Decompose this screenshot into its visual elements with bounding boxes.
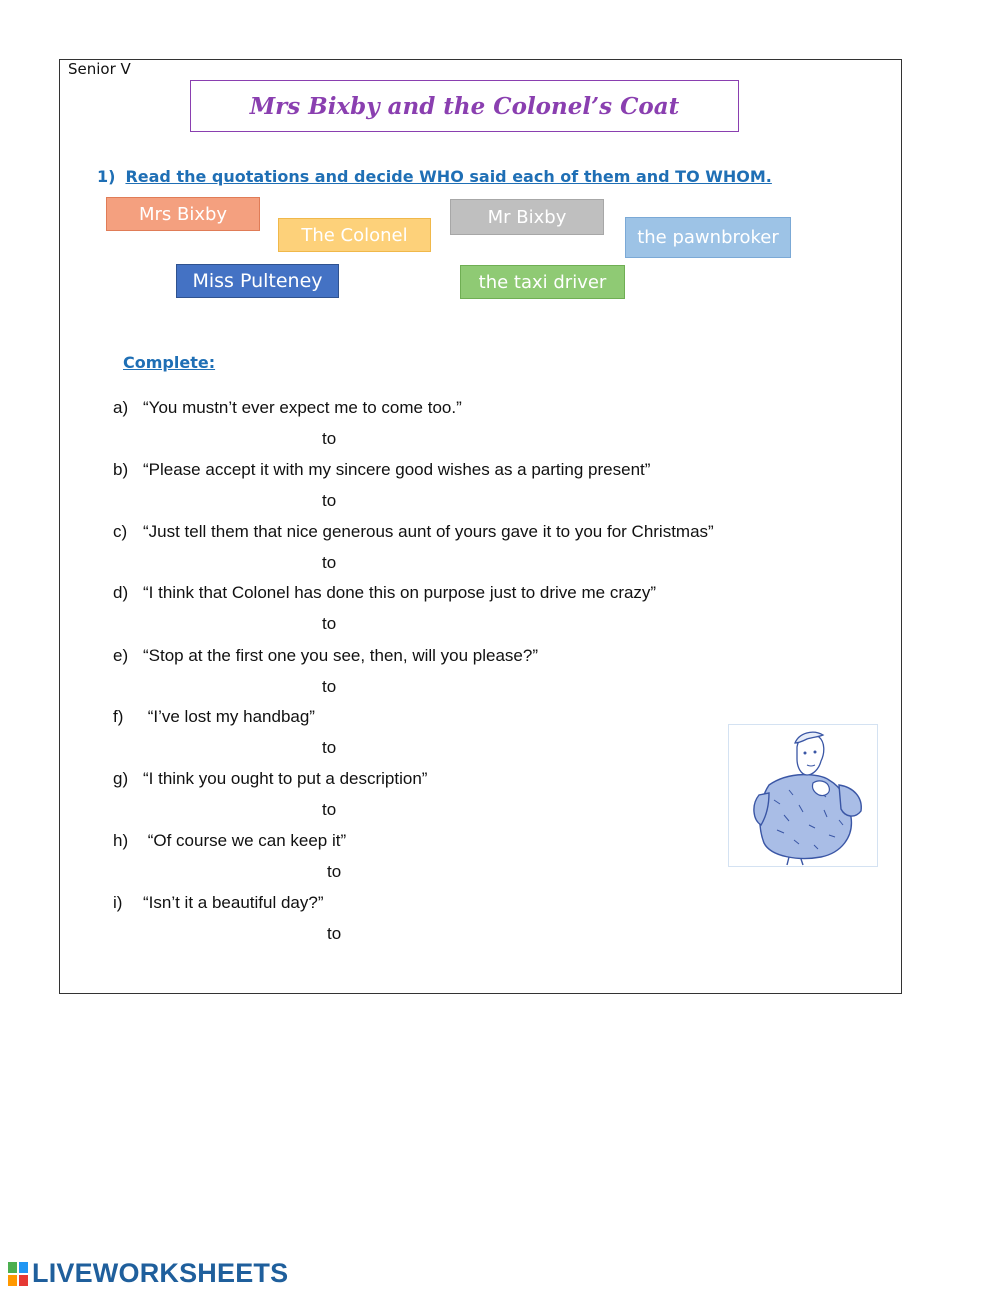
fur-coat-illustration xyxy=(728,724,878,867)
answer-to-e[interactable]: to xyxy=(322,677,337,696)
answer-to-g[interactable]: to xyxy=(322,800,337,819)
class-label: Senior V xyxy=(68,60,131,78)
quotation-e xyxy=(113,646,538,666)
quotation-g xyxy=(113,769,427,789)
character-chip-the-colonel[interactable]: The Colonel xyxy=(278,218,431,252)
quotation-letter: b) xyxy=(113,460,129,479)
quotation-i xyxy=(113,893,323,913)
character-chip-mr-bixby[interactable]: Mr Bixby xyxy=(450,199,604,235)
answer-to-d[interactable]: to xyxy=(322,614,337,633)
quotation-text: “Of course we can keep it” xyxy=(143,831,347,850)
quotation-a xyxy=(113,398,462,418)
title-box xyxy=(190,80,739,132)
character-chip-miss-pulteney[interactable]: Miss Pulteney xyxy=(176,264,339,298)
quotation-h xyxy=(113,831,346,851)
quotation-text: “I think you ought to put a description” xyxy=(143,769,428,788)
quotation-text: “Please accept it with my sincere good wishes as a parting present” xyxy=(143,460,651,479)
quotation-letter: a) xyxy=(113,398,129,417)
quotation-letter: g) xyxy=(113,769,129,788)
liveworksheets-logo-text: LIVEWORKSHEETS xyxy=(32,1258,289,1288)
fur-coat-woman-icon xyxy=(729,725,877,866)
quotation-text: “You mustn’t ever expect me to come too.” xyxy=(143,398,462,417)
answer-to-f[interactable]: to xyxy=(322,738,337,757)
worksheet-title: Mrs Bixby and the Colonel’s Coat xyxy=(249,92,680,120)
quotation-letter: e) xyxy=(113,646,129,665)
quotation-letter: h) xyxy=(113,831,129,850)
instruction-text: Read the quotations and decide WHO said each of them and TO WHOM. xyxy=(125,167,772,186)
quotation-f xyxy=(113,707,315,727)
liveworksheets-logo xyxy=(8,1258,288,1289)
quotation-letter: i) xyxy=(113,893,123,912)
character-chip-the-taxi-driver[interactable]: the taxi driver xyxy=(460,265,625,299)
quotation-c xyxy=(113,522,714,542)
quotation-letter: d) xyxy=(113,583,129,602)
quotation-letter: c) xyxy=(113,522,128,541)
liveworksheets-badge-icon xyxy=(8,1262,28,1286)
quotation-text: “I’ve lost my handbag” xyxy=(143,707,315,726)
complete-heading: Complete: xyxy=(123,353,216,372)
quotation-text: “Isn’t it a beautiful day?” xyxy=(143,893,324,912)
answer-to-h[interactable]: to xyxy=(327,862,342,881)
quotation-b xyxy=(113,460,650,480)
quotation-d xyxy=(113,583,656,603)
character-chip-mrs-bixby[interactable]: Mrs Bixby xyxy=(106,197,260,231)
quotation-text: “I think that Colonel has done this on purpose just to drive me crazy” xyxy=(143,583,657,602)
answer-to-i[interactable]: to xyxy=(327,924,342,943)
quotation-letter: f) xyxy=(113,707,124,726)
answer-to-a[interactable]: to xyxy=(322,429,337,448)
answer-to-c[interactable]: to xyxy=(322,553,337,572)
instruction xyxy=(97,167,772,186)
answer-to-b[interactable]: to xyxy=(322,491,337,510)
quotation-text: “Stop at the first one you see, then, will you please?” xyxy=(143,646,539,665)
instruction-number: 1) xyxy=(97,167,116,186)
quotation-text: “Just tell them that nice generous aunt of yours gave it to you for Christmas” xyxy=(143,522,714,541)
character-chip-the-pawnbroker[interactable]: the pawnbroker xyxy=(625,217,791,258)
